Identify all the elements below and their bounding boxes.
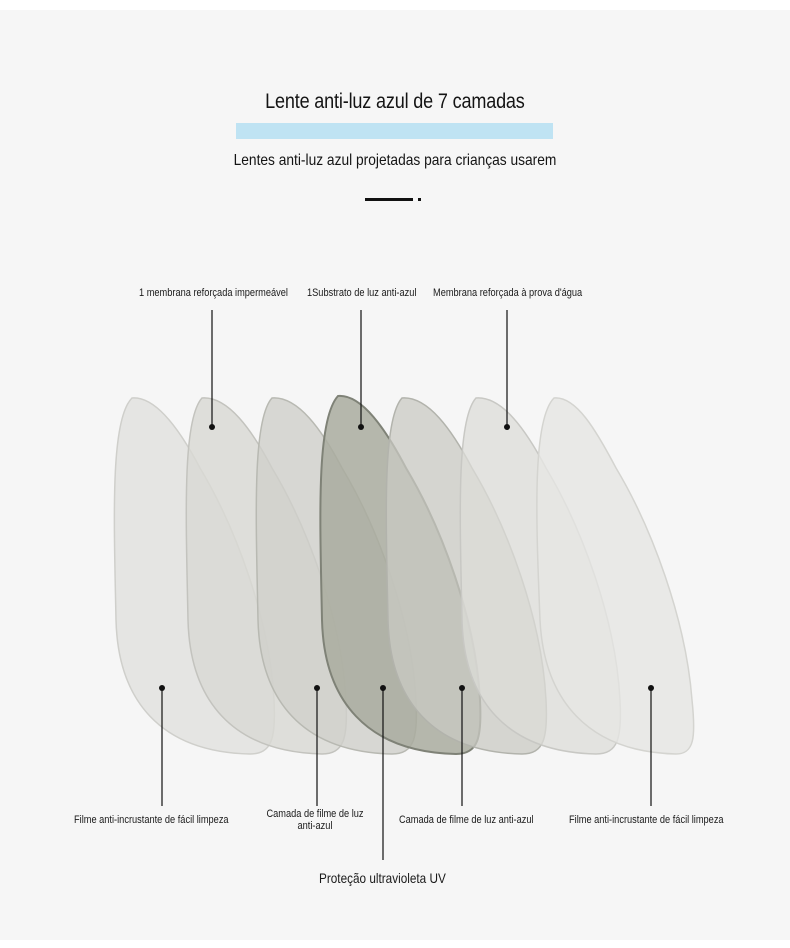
callout-dot-bottom-2: [314, 685, 320, 691]
callout-dot-top-1: [209, 424, 215, 430]
callout-dot-bottom-3: [459, 685, 465, 691]
page-subtitle: Lentes anti-luz azul projetadas para crianças usarem: [233, 152, 557, 169]
label-top-1: 1 membrana reforçada impermeável: [139, 287, 288, 299]
callout-dot-bottom-1: [159, 685, 165, 691]
label-bottom-4: Filme anti-incrustante de fácil limpeza: [569, 814, 724, 826]
callout-dot-bottom-center: [380, 685, 386, 691]
callout-dot-bottom-4: [648, 685, 654, 691]
label-bottom-2: Camada de filme de luz anti-azul: [266, 808, 364, 832]
page-title: Lente anti-luz azul de 7 camadas: [265, 90, 525, 113]
callout-dot-top-2: [358, 424, 364, 430]
label-bottom-3: Camada de filme de luz anti-azul: [399, 814, 534, 826]
label-center-uv: Proteção ultravioleta UV: [319, 870, 446, 886]
label-top-3: Membrana reforçada à prova d'água: [433, 287, 583, 299]
callout-dot-top-3: [504, 424, 510, 430]
label-bottom-1: Filme anti-incrustante de fácil limpeza: [74, 814, 229, 826]
label-top-2: 1Substrato de luz anti-azul: [307, 287, 417, 299]
